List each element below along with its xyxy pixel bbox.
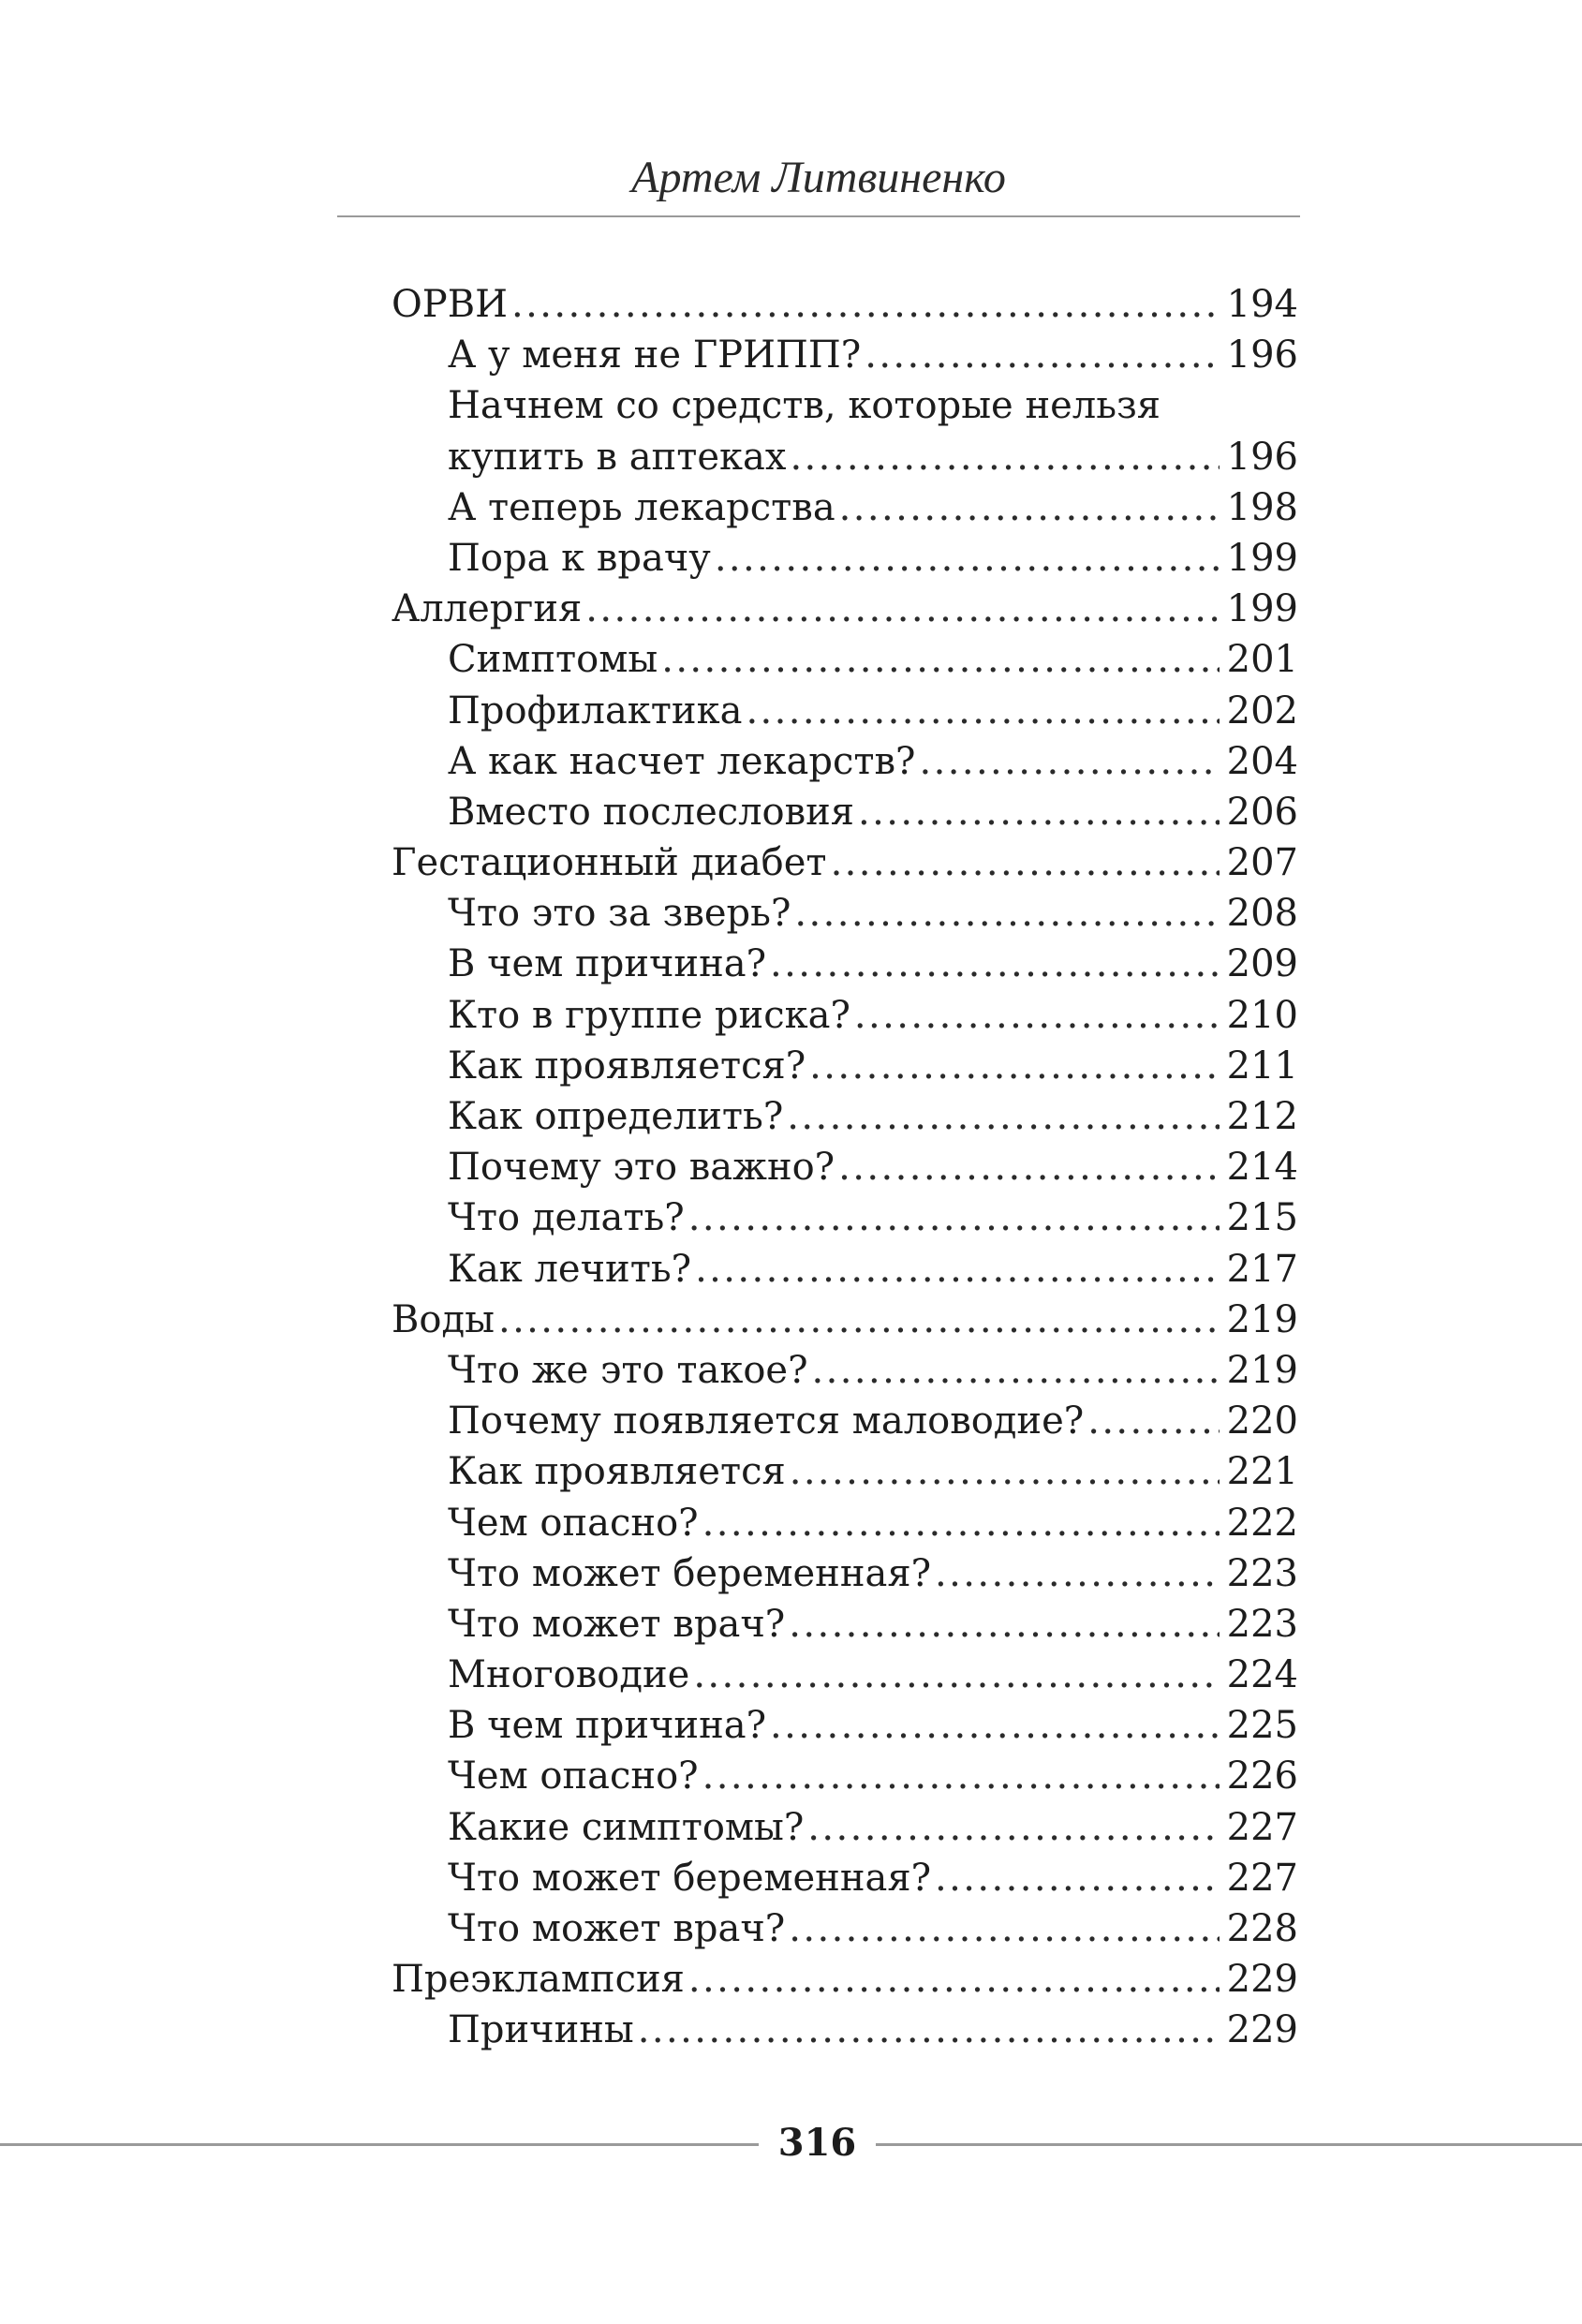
toc-entry-title: Кто в группе риска?	[448, 993, 850, 1037]
toc-entry	[392, 1700, 1298, 1751]
dot-leader	[688, 1192, 1220, 1243]
dot-leader	[702, 1498, 1220, 1548]
toc-entry-page: 207	[1226, 841, 1298, 885]
toc-entry-page: 223	[1226, 1602, 1298, 1646]
dot-leader	[638, 2005, 1220, 2055]
dot-leader	[794, 888, 1219, 939]
toc-entry	[392, 1446, 1298, 1497]
toc-entry-page: 219	[1226, 1348, 1298, 1392]
toc-entry-title: ОРВИ	[392, 283, 508, 326]
dot-leader	[585, 584, 1219, 634]
toc-entry-title: Симптомы	[448, 638, 658, 682]
toc-entry	[392, 279, 1298, 330]
dot-leader	[789, 1903, 1219, 1954]
toc-entry	[392, 837, 1298, 888]
toc-entry	[392, 1954, 1298, 2005]
toc-entry-title: В чем причина?	[448, 1704, 767, 1748]
toc-entry-title: Почему это важно?	[448, 1146, 835, 1190]
dot-leader	[854, 990, 1220, 1041]
dot-leader	[865, 330, 1219, 380]
toc-entry-page: 217	[1226, 1247, 1298, 1291]
dot-leader	[809, 1041, 1219, 1091]
dot-leader	[935, 1853, 1220, 1903]
dot-leader	[695, 1244, 1220, 1295]
table-of-contents	[392, 279, 1298, 2056]
toc-entry-title: Что же это такое?	[448, 1348, 808, 1392]
page-footer	[0, 2115, 1582, 2171]
toc-entry-title: А у меня не ГРИПП?	[448, 333, 862, 377]
toc-entry-title: Как проявляется	[448, 1450, 786, 1494]
toc-entry	[392, 787, 1298, 837]
dot-leader	[807, 1802, 1219, 1853]
toc-entry-page: 201	[1226, 638, 1298, 682]
toc-entry	[392, 1192, 1298, 1243]
toc-entry-page: 223	[1226, 1551, 1298, 1595]
toc-entry-page: 222	[1226, 1501, 1298, 1545]
toc-entry-page: 212	[1226, 1095, 1298, 1138]
toc-entry-page: 208	[1226, 892, 1298, 936]
toc-entry-title: Чем опасно?	[448, 1501, 699, 1545]
toc-entry	[392, 1853, 1298, 1903]
dot-leader	[831, 837, 1220, 888]
footer-rule-right	[876, 2143, 1582, 2146]
toc-entry-title: Аллергия	[392, 587, 583, 631]
toc-entry	[392, 380, 1298, 431]
toc-entry	[392, 1396, 1298, 1446]
toc-entry-title: Начнем со средств, которые нельзя	[448, 384, 1161, 428]
dot-leader	[789, 1599, 1219, 1650]
toc-entry-page: 196	[1226, 333, 1298, 377]
dot-leader	[688, 1954, 1220, 2005]
dot-leader	[858, 787, 1220, 837]
dot-leader	[812, 1345, 1220, 1396]
page-number: 316	[777, 2121, 857, 2165]
dot-leader	[770, 939, 1220, 989]
toc-entry-title: Вместо послесловия	[448, 790, 855, 834]
toc-entry-title: Чем опасно?	[448, 1754, 699, 1799]
toc-entry	[392, 1903, 1298, 1954]
dot-leader	[790, 1446, 1220, 1497]
toc-entry	[392, 888, 1298, 939]
toc-entry	[392, 1498, 1298, 1548]
toc-entry	[392, 1295, 1298, 1345]
toc-entry-title: Что может врач?	[448, 1602, 786, 1646]
dot-leader	[839, 482, 1220, 533]
toc-entry-title: Преэклампсия	[392, 1958, 685, 2002]
toc-entry-title: Что это за зверь?	[448, 892, 791, 936]
toc-entry	[392, 990, 1298, 1041]
toc-entry-title: Воды	[392, 1297, 495, 1341]
toc-entry-page: 229	[1226, 2008, 1298, 2052]
toc-entry	[392, 1142, 1298, 1192]
toc-entry-title: Что может беременная?	[448, 1856, 932, 1900]
toc-entry-page: 229	[1226, 1958, 1298, 2002]
dot-leader	[661, 634, 1219, 685]
toc-entry-page: 221	[1226, 1450, 1298, 1494]
toc-entry	[392, 1548, 1298, 1599]
toc-entry-page: 220	[1226, 1399, 1298, 1443]
toc-entry-page: 225	[1226, 1704, 1298, 1748]
toc-entry-page: 198	[1226, 485, 1298, 529]
dot-leader	[693, 1650, 1219, 1700]
footer-rule-left	[0, 2143, 759, 2146]
toc-entry-page: 224	[1226, 1653, 1298, 1697]
toc-entry	[392, 1650, 1298, 1700]
dot-leader	[498, 1295, 1220, 1345]
toc-entry-page: 219	[1226, 1297, 1298, 1341]
dot-leader	[770, 1700, 1220, 1751]
toc-entry	[392, 432, 1298, 482]
toc-entry	[392, 533, 1298, 584]
toc-entry	[392, 1802, 1298, 1853]
toc-entry-page: 211	[1226, 1044, 1298, 1088]
toc-entry	[392, 482, 1298, 533]
toc-entry-page: 209	[1226, 942, 1298, 986]
toc-entry	[392, 1091, 1298, 1142]
dot-leader	[935, 1548, 1220, 1599]
toc-entry-title: Что делать?	[448, 1196, 685, 1240]
toc-entry-title: Как лечить?	[448, 1247, 692, 1291]
toc-entry	[392, 939, 1298, 989]
dot-leader	[787, 1091, 1219, 1142]
toc-entry	[392, 736, 1298, 787]
toc-entry	[392, 1244, 1298, 1295]
toc-entry-page: 210	[1226, 993, 1298, 1037]
toc-entry-page: 215	[1226, 1196, 1298, 1240]
toc-entry	[392, 686, 1298, 736]
running-head-author: Артем Литвиненко	[631, 153, 1006, 202]
toc-entry	[392, 1751, 1298, 1801]
toc-entry-title: Как проявляется?	[448, 1044, 806, 1088]
toc-entry	[392, 584, 1298, 634]
toc-entry-page: 226	[1226, 1754, 1298, 1799]
toc-entry	[392, 2005, 1298, 2055]
dot-leader	[715, 533, 1220, 584]
toc-entry-title: Почему появляется маловодие?	[448, 1399, 1085, 1443]
toc-entry-page: 202	[1226, 688, 1298, 733]
toc-entry-title: Какие симптомы?	[448, 1805, 805, 1849]
toc-entry	[392, 330, 1298, 380]
toc-entry	[392, 1345, 1298, 1396]
toc-entry-title: Гестационный диабет	[392, 841, 827, 885]
toc-entry-title: Пора к врачу	[448, 536, 711, 580]
toc-entry-title: Многоводие	[448, 1653, 690, 1697]
toc-entry-title: А как насчет лекарств?	[448, 739, 916, 783]
header-rule	[337, 215, 1300, 217]
toc-entry-title: Как определить?	[448, 1095, 784, 1138]
toc-entry-page: 199	[1226, 587, 1298, 631]
toc-entry-page: 199	[1226, 536, 1298, 580]
toc-entry-title: В чем причина?	[448, 942, 767, 986]
dot-leader	[511, 279, 1220, 330]
toc-entry-title: А теперь лекарства	[448, 485, 835, 529]
toc-entry-title: купить в аптеках	[448, 435, 787, 479]
toc-entry-page: 228	[1226, 1907, 1298, 1950]
toc-entry-page: 204	[1226, 739, 1298, 783]
toc-entry-title: Что может беременная?	[448, 1551, 932, 1595]
toc-entry-page: 196	[1226, 435, 1298, 479]
dot-leader	[838, 1142, 1220, 1192]
dot-leader	[1087, 1396, 1219, 1446]
toc-entry-page: 227	[1226, 1805, 1298, 1849]
toc-entry-page: 227	[1226, 1856, 1298, 1900]
toc-entry-title: Что может врач?	[448, 1907, 786, 1950]
toc-entry-title: Профилактика	[448, 688, 743, 733]
toc-entry-page: 206	[1226, 790, 1298, 834]
toc-entry	[392, 634, 1298, 685]
dot-leader	[919, 736, 1219, 787]
toc-entry-title: Причины	[448, 2008, 634, 2052]
dot-leader	[790, 432, 1219, 482]
dot-leader	[702, 1751, 1220, 1801]
toc-entry-page: 214	[1226, 1146, 1298, 1190]
toc-entry-page: 194	[1226, 283, 1298, 326]
dot-leader	[746, 686, 1219, 736]
toc-entry	[392, 1599, 1298, 1650]
toc-entry	[392, 1041, 1298, 1091]
